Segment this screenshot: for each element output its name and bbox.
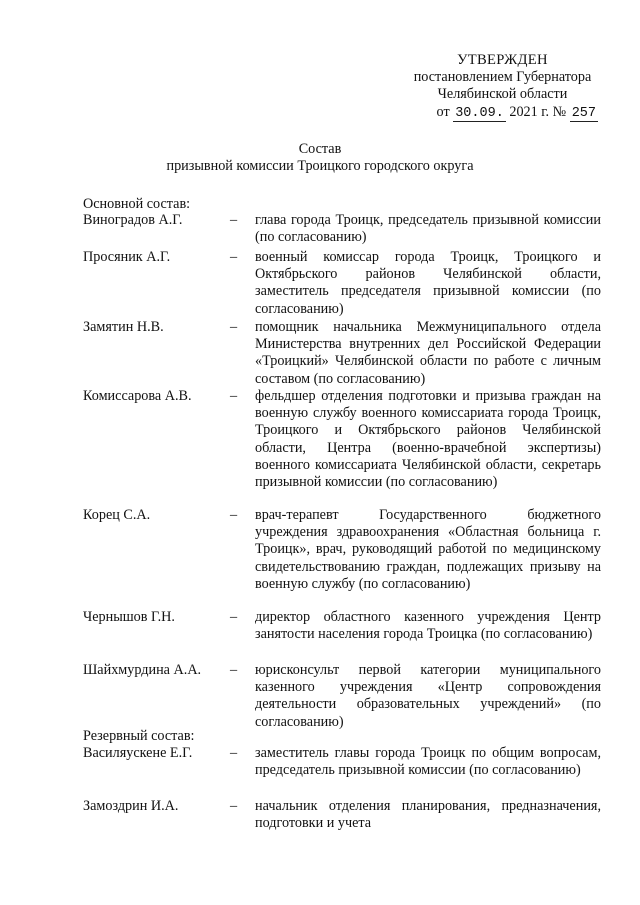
member-name: Просяник А.Г. xyxy=(83,249,171,265)
dash: – xyxy=(230,388,238,404)
dash: – xyxy=(230,662,238,678)
title-line-2: призывной комиссии Троицкого городского округа xyxy=(166,158,474,175)
member-description: заместитель главы города Троицк по общим вопросам, председатель призывной комиссии (по согласованию) xyxy=(255,745,601,779)
document-title xyxy=(0,141,640,175)
approval-number: 257 xyxy=(571,105,596,121)
member-name: Василяускене Е.Г. xyxy=(83,745,193,761)
approval-date: 30.09. xyxy=(455,105,504,121)
member-description: помощник начальника Межмуниципального отдела Министерства внутренних дел Российской Федерации «Троицкий» Челябинской области по работе с личным составом (по согласованию) xyxy=(255,319,601,387)
dash: – xyxy=(230,249,238,265)
member-description: начальник отделения планирования, предназначения, подготовки и учета xyxy=(255,798,601,832)
member-name: Комиссарова А.В. xyxy=(83,388,192,404)
approval-line-decree: постановлением Губернатора xyxy=(413,69,592,86)
title-line-1: Состав xyxy=(298,141,342,157)
member-description: юрисконсульт первой категории муниципального казенного учреждения «Центр сопровождения деятельности образовательных учреждений» (по согласованию) xyxy=(255,662,601,730)
approval-stamp xyxy=(395,52,610,122)
approval-year-number-label: 2021 г. № xyxy=(509,103,567,120)
member-description: военный комиссар города Троицк, Троицкого и Октябрьского районов Челябинской области, заместитель председателя призывной комиссии (по согласованию) xyxy=(255,249,601,317)
dash: – xyxy=(230,609,238,625)
member-description: директор областного казенного учреждения Центр занятости населения города Троицка (по согласованию) xyxy=(255,609,601,643)
dash: – xyxy=(230,507,238,523)
member-name: Шайхмурдина А.А. xyxy=(83,662,202,678)
dash: – xyxy=(230,745,238,761)
approval-from: от xyxy=(436,103,450,120)
approval-date-line xyxy=(395,104,610,122)
member-description: врач-терапевт Государственного бюджетного учреждения здравоохранения «Областная больница г. Троицк», врач, руководящий работой по медицинскому свидетельствованию граждан, подлежащих призыву на военную службу (по согласованию) xyxy=(255,507,601,592)
member-name: Чернышов Г.Н. xyxy=(83,609,175,625)
member-name: Замоздрин И.А. xyxy=(83,798,179,814)
member-name: Виноградов А.Г. xyxy=(83,212,183,228)
member-name: Корец С.А. xyxy=(83,507,151,523)
member-description: глава города Троицк, председатель призывной комиссии (по согласованию) xyxy=(255,212,601,246)
member-name: Замятин Н.В. xyxy=(83,319,164,335)
member-description: фельдшер отделения подготовки и призыва граждан на военную службу военного комиссариата города Троицк, Троицкого и Октябрьского районов Челябинской области, Центра (военно-врачебной экспертизы) военного комиссариата Челябинской области, секретарь призывной комиссии (по согласованию) xyxy=(255,388,601,491)
section-main-heading: Основной состав: xyxy=(83,196,191,212)
approval-heading: УТВЕРЖДЕН xyxy=(457,52,548,68)
dash: – xyxy=(230,798,238,814)
approval-line-region: Челябинской области xyxy=(437,86,568,103)
dash: – xyxy=(230,212,238,228)
dash: – xyxy=(230,319,238,335)
section-reserve-heading: Резервный состав: xyxy=(83,728,195,744)
